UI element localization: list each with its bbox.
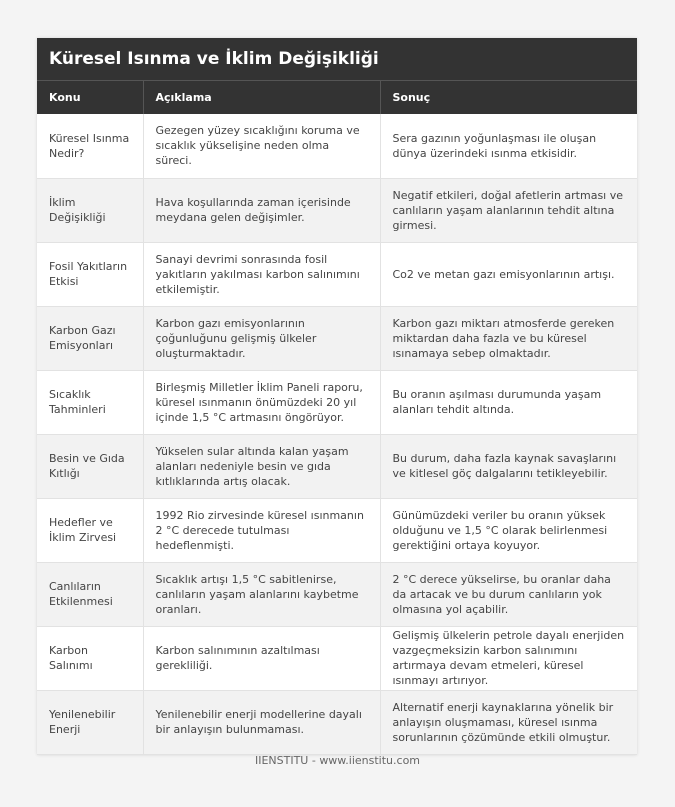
cell-sonuc: Karbon gazı miktarı atmosferde gereken miktardan daha fazla ve bu küresel ısınamaya sebep olmaktadır. (380, 306, 637, 370)
cell-sonuc: Co2 ve metan gazı emisyonlarının artışı. (380, 242, 637, 306)
cell-konu: Karbon Salınımı (37, 626, 143, 690)
table-card (37, 38, 637, 755)
cell-aciklama: Sıcaklık artışı 1,5 °C sabitlenirse, canlıların yaşam alanlarını kaybetme oranları. (143, 562, 380, 626)
table-row (37, 626, 637, 690)
cell-aciklama: Sanayi devrimi sonrasında fosil yakıtların yakılması karbon salınımını etkilemiştir. (143, 242, 380, 306)
cell-sonuc: Bu durum, daha fazla kaynak savaşlarını ve kitlesel göç dalgalarını tetikleyebilir. (380, 434, 637, 498)
table-row (37, 562, 637, 626)
info-table (37, 81, 637, 755)
cell-konu: Küresel Isınma Nedir? (37, 114, 143, 178)
table-row (37, 498, 637, 562)
cell-sonuc: Alternatif enerji kaynaklarına yönelik bir anlayışın oluşmaması, küresel ısınma sorunlarının çözümünde etkili olmuştur. (380, 690, 637, 754)
table-title: Küresel Isınma ve İklim Değişikliği (37, 38, 637, 81)
cell-sonuc: Sera gazının yoğunlaşması ile oluşan dünya üzerindeki ısınma etkisidir. (380, 114, 637, 178)
header-aciklama: Açıklama (143, 81, 380, 114)
cell-aciklama: Karbon gazı emisyonlarının çoğunluğunu gelişmiş ülkeler oluşturmaktadır. (143, 306, 380, 370)
cell-sonuc: Günümüzdeki veriler bu oranın yüksek olduğunu ve 1,5 °C olarak belirlenmesi gerektiğini ortaya koyuyor. (380, 498, 637, 562)
table-row (37, 306, 637, 370)
cell-sonuc: Negatif etkileri, doğal afetlerin artması ve canlıların yaşam alanlarının tehdit altına girmesi. (380, 178, 637, 242)
cell-aciklama: Yükselen sular altında kalan yaşam alanları nedeniyle besin ve gıda kıtlıklarında artış olacak. (143, 434, 380, 498)
table-row (37, 114, 637, 178)
header-sonuc: Sonuç (380, 81, 637, 114)
table-row (37, 690, 637, 754)
cell-konu: Canlıların Etkilenmesi (37, 562, 143, 626)
cell-aciklama: Hava koşullarında zaman içerisinde meydana gelen değişimler. (143, 178, 380, 242)
table-row (37, 370, 637, 434)
cell-sonuc: Bu oranın aşılması durumunda yaşam alanları tehdit altında. (380, 370, 637, 434)
table-row (37, 242, 637, 306)
cell-konu: Yenilenebilir Enerji (37, 690, 143, 754)
cell-konu: İklim Değişikliği (37, 178, 143, 242)
cell-sonuc: 2 °C derece yükselirse, bu oranlar daha da artacak ve bu durum canlıların yok olmasına yol açabilir. (380, 562, 637, 626)
footer-credit: IIENSTITU - www.iienstitu.com (254, 754, 421, 767)
cell-konu: Karbon Gazı Emisyonları (37, 306, 143, 370)
cell-konu: Hedefler ve İklim Zirvesi (37, 498, 143, 562)
cell-konu: Fosil Yakıtların Etkisi (37, 242, 143, 306)
table-row (37, 434, 637, 498)
cell-aciklama: 1992 Rio zirvesinde küresel ısınmanın 2 °C derecede tutulması hedeflenmişti. (143, 498, 380, 562)
table-row (37, 178, 637, 242)
cell-aciklama: Birleşmiş Milletler İklim Paneli raporu, küresel ısınmanın önümüzdeki 20 yıl içinde 1,5 °C artmasını öngörüyor. (143, 370, 380, 434)
cell-aciklama: Karbon salınımının azaltılması gerekliliği. (143, 626, 380, 690)
cell-konu: Besin ve Gıda Kıtlığı (37, 434, 143, 498)
header-konu: Konu (37, 81, 143, 114)
header-row (37, 81, 637, 114)
cell-sonuc: Gelişmiş ülkelerin petrole dayalı enerjiden vazgeçmeksizin karbon salınımını artırmaya devam etmeleri, küresel ısınmayı artırıyor. (380, 626, 637, 690)
cell-aciklama: Yenilenebilir enerji modellerine dayalı bir anlayışın bulunmaması. (143, 690, 380, 754)
cell-konu: Sıcaklık Tahminleri (37, 370, 143, 434)
cell-aciklama: Gezegen yüzey sıcaklığını koruma ve sıcaklık yükselişine neden olma süreci. (143, 114, 380, 178)
